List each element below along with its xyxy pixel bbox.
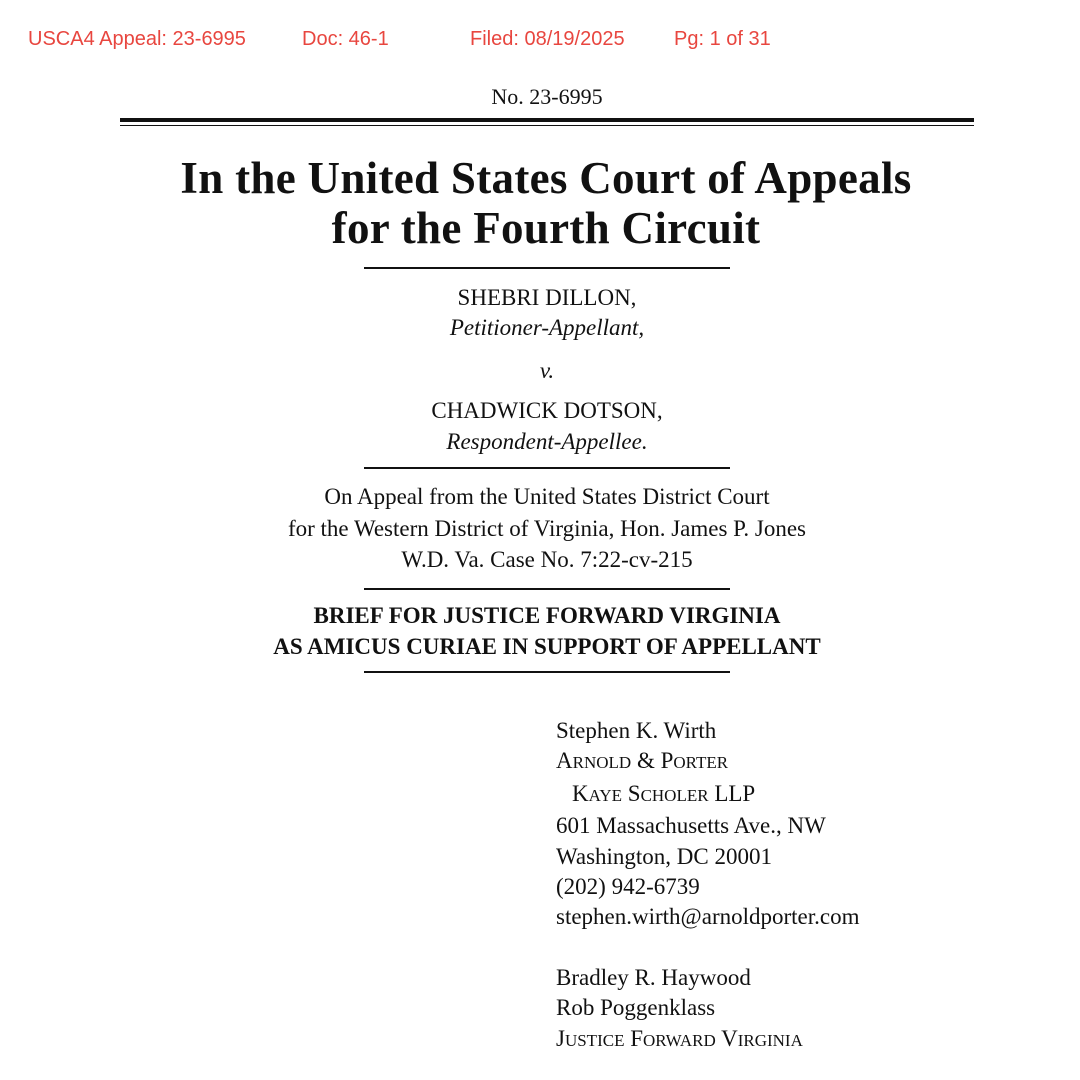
org-small: IRGINIA [737, 1030, 803, 1050]
firm-small: AYE [588, 785, 623, 805]
firm-name-line1 [556, 746, 860, 778]
respondent-name: CHADWICK DOTSON, [431, 398, 663, 423]
attorney-name: Rob Poggenklass [556, 995, 716, 1021]
org-cap: J [556, 1025, 565, 1051]
header-rule-thick [120, 118, 974, 122]
court-title-line2: for the Fourth Circuit [331, 203, 761, 253]
address-line1: 601 Massachusetts Ave., NW [556, 813, 826, 839]
firm-cap: A [556, 748, 573, 774]
firm-cap: S [622, 780, 641, 806]
org-small: ORWARD [643, 1030, 716, 1050]
header-rule-thin [120, 125, 974, 126]
filing-stamp-filed: Filed: 08/19/2025 [470, 28, 625, 50]
separator-rule [364, 588, 730, 590]
address-line2: Washington, DC 20001 [556, 843, 773, 869]
separator-rule [364, 467, 730, 469]
filing-stamp-doc: Doc: 46-1 [302, 28, 389, 50]
organization-name [556, 1024, 860, 1056]
filing-stamp-appeal: USCA4 Appeal: 23-6995 [28, 28, 246, 50]
firm-small: ORTER [673, 753, 729, 773]
versus: v. [539, 358, 555, 383]
counsel-block [556, 716, 860, 1056]
filing-stamp-page: Pg: 1 of 31 [674, 28, 771, 50]
appeal-info-line3: W.D. Va. Case No. 7:22-cv-215 [401, 547, 693, 572]
petitioner-role: Petitioner-Appellant, [449, 315, 645, 340]
firm-cap: K [572, 780, 589, 806]
attorney-name: Bradley R. Haywood [556, 964, 751, 990]
brief-title-line1: BRIEF FOR JUSTICE FORWARD VIRGINIA [313, 603, 781, 628]
firm-small: RNOLD [572, 753, 632, 773]
attorney-name: Stephen K. Wirth [556, 718, 717, 743]
court-title-line1: In the United States Court of Appeals [180, 153, 912, 203]
separator-rule [364, 671, 730, 673]
firm-tail: LLP [708, 780, 756, 806]
petitioner-name: SHEBRI DILLON, [457, 285, 637, 310]
firm-cap: P [660, 748, 674, 774]
counsel-spacer [556, 933, 860, 963]
appeal-info-line2: for the Western District of Virginia, Hon. James P. Jones [287, 516, 807, 541]
brief-title-line2: AS AMICUS CURIAE IN SUPPORT OF APPELLANT [273, 634, 821, 659]
firm-amp: & [631, 748, 661, 774]
firm-name-line2 [556, 779, 860, 811]
separator-rule [364, 267, 730, 269]
phone-number: (202) 942-6739 [556, 874, 700, 900]
org-cap: V [715, 1025, 738, 1051]
org-small: USTICE [564, 1030, 625, 1050]
respondent-role: Respondent-Appellee. [446, 429, 648, 454]
firm-small: CHOLER [640, 785, 709, 805]
email-address: stephen.wirth@arnoldporter.com [556, 904, 860, 930]
docket-number: No. 23-6995 [491, 84, 603, 109]
org-cap: F [624, 1025, 643, 1051]
appeal-info-line1: On Appeal from the United States District Court [324, 484, 770, 509]
